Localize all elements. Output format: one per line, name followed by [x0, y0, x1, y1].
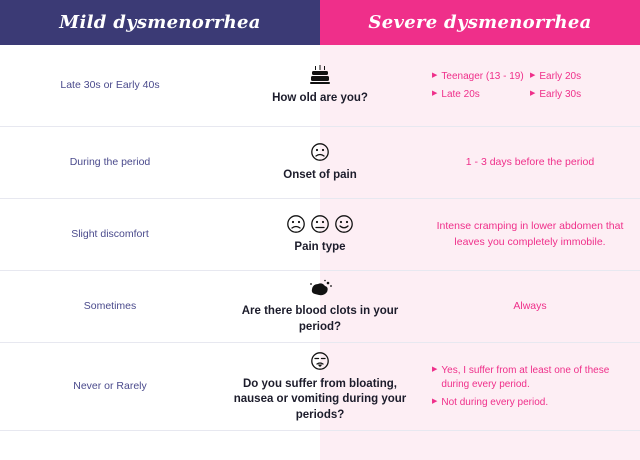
triangle-bullet-icon: ▶	[432, 89, 438, 97]
triangle-bullet-icon: ▶	[432, 365, 438, 373]
mild-answer-cell	[0, 45, 220, 126]
mild-answer-text: Late 30s or Early 40s	[60, 78, 160, 91]
three-faces-icon	[286, 213, 354, 235]
list-item	[432, 396, 628, 410]
mild-answer-text: Never or Rarely	[73, 379, 147, 392]
question-cell	[220, 431, 420, 460]
question-cell	[220, 199, 420, 270]
severe-answer-list	[432, 70, 628, 102]
severe-answer-cell	[420, 271, 640, 342]
birthday-cake-icon	[309, 64, 331, 86]
list-item	[530, 88, 628, 102]
header-banner	[0, 0, 640, 45]
severe-answer-cell	[420, 127, 640, 198]
severe-answer-cell	[420, 45, 640, 126]
triangle-bullet-icon: ▶	[530, 89, 536, 97]
comparison-rows	[0, 45, 640, 460]
triangle-bullet-icon: ▶	[432, 397, 438, 405]
question-text: Do you suffer from bloating, nausea or vomiting during your periods?	[233, 377, 407, 421]
table-row	[0, 343, 640, 431]
triangle-bullet-icon: ▶	[530, 71, 536, 79]
mild-answer-cell	[0, 199, 220, 270]
table-row-partial	[0, 431, 640, 460]
blood-clot-icon	[306, 277, 334, 299]
list-item	[530, 70, 628, 84]
header-right-half	[320, 0, 640, 45]
severe-column-title: Severe dysmenorrhea	[368, 12, 592, 33]
mild-answer-cell	[0, 431, 220, 460]
severe-answer-list	[432, 364, 628, 410]
sad-face-icon	[310, 141, 330, 163]
severe-answer-text: Intense cramping in lower abdomen that leaves you completely immobile.	[436, 219, 624, 248]
list-item-label: Not during every period.	[441, 396, 549, 408]
mild-column-title: Mild dysmenorrhea	[59, 12, 261, 33]
list-item	[432, 70, 530, 84]
question-text: Are there blood clots in your period?	[241, 305, 399, 333]
severe-answer-text: 1 - 3 days before the period	[465, 155, 595, 168]
comparison-body	[0, 45, 640, 460]
header-left-half	[0, 0, 320, 45]
severe-answer-cell	[420, 199, 640, 270]
list-item-label: Teenager (13 - 19)	[441, 70, 524, 82]
mild-answer-cell	[0, 127, 220, 198]
question-cell	[220, 45, 420, 126]
list-item-label: Early 20s	[539, 70, 582, 82]
table-row	[0, 271, 640, 343]
mild-answer-cell	[0, 271, 220, 342]
severe-answer-cell	[420, 431, 640, 460]
mild-answer-text: Slight discomfort	[71, 227, 149, 240]
question-cell	[220, 271, 420, 342]
list-item	[432, 88, 530, 102]
question-text: Pain type	[294, 241, 346, 254]
severe-answer-text: Always	[513, 299, 547, 312]
question-cell	[220, 127, 420, 198]
table-row	[0, 45, 640, 127]
triangle-bullet-icon: ▶	[432, 71, 438, 79]
question-cell	[220, 343, 420, 430]
mild-answer-text: Sometimes	[83, 299, 137, 312]
list-item	[432, 364, 628, 392]
table-row	[0, 199, 640, 271]
mild-answer-cell	[0, 343, 220, 430]
table-row	[0, 127, 640, 199]
list-item-label: Early 30s	[539, 88, 582, 100]
mild-answer-text: During the period	[69, 155, 151, 168]
question-text: Onset of pain	[283, 169, 357, 182]
severe-answer-cell	[420, 343, 640, 430]
question-text: How old are you?	[272, 92, 368, 105]
list-item-label: Yes, I suffer from at least one of these during every period.	[441, 364, 610, 390]
list-item-label: Late 20s	[441, 88, 480, 100]
nausea-face-icon	[310, 350, 330, 372]
